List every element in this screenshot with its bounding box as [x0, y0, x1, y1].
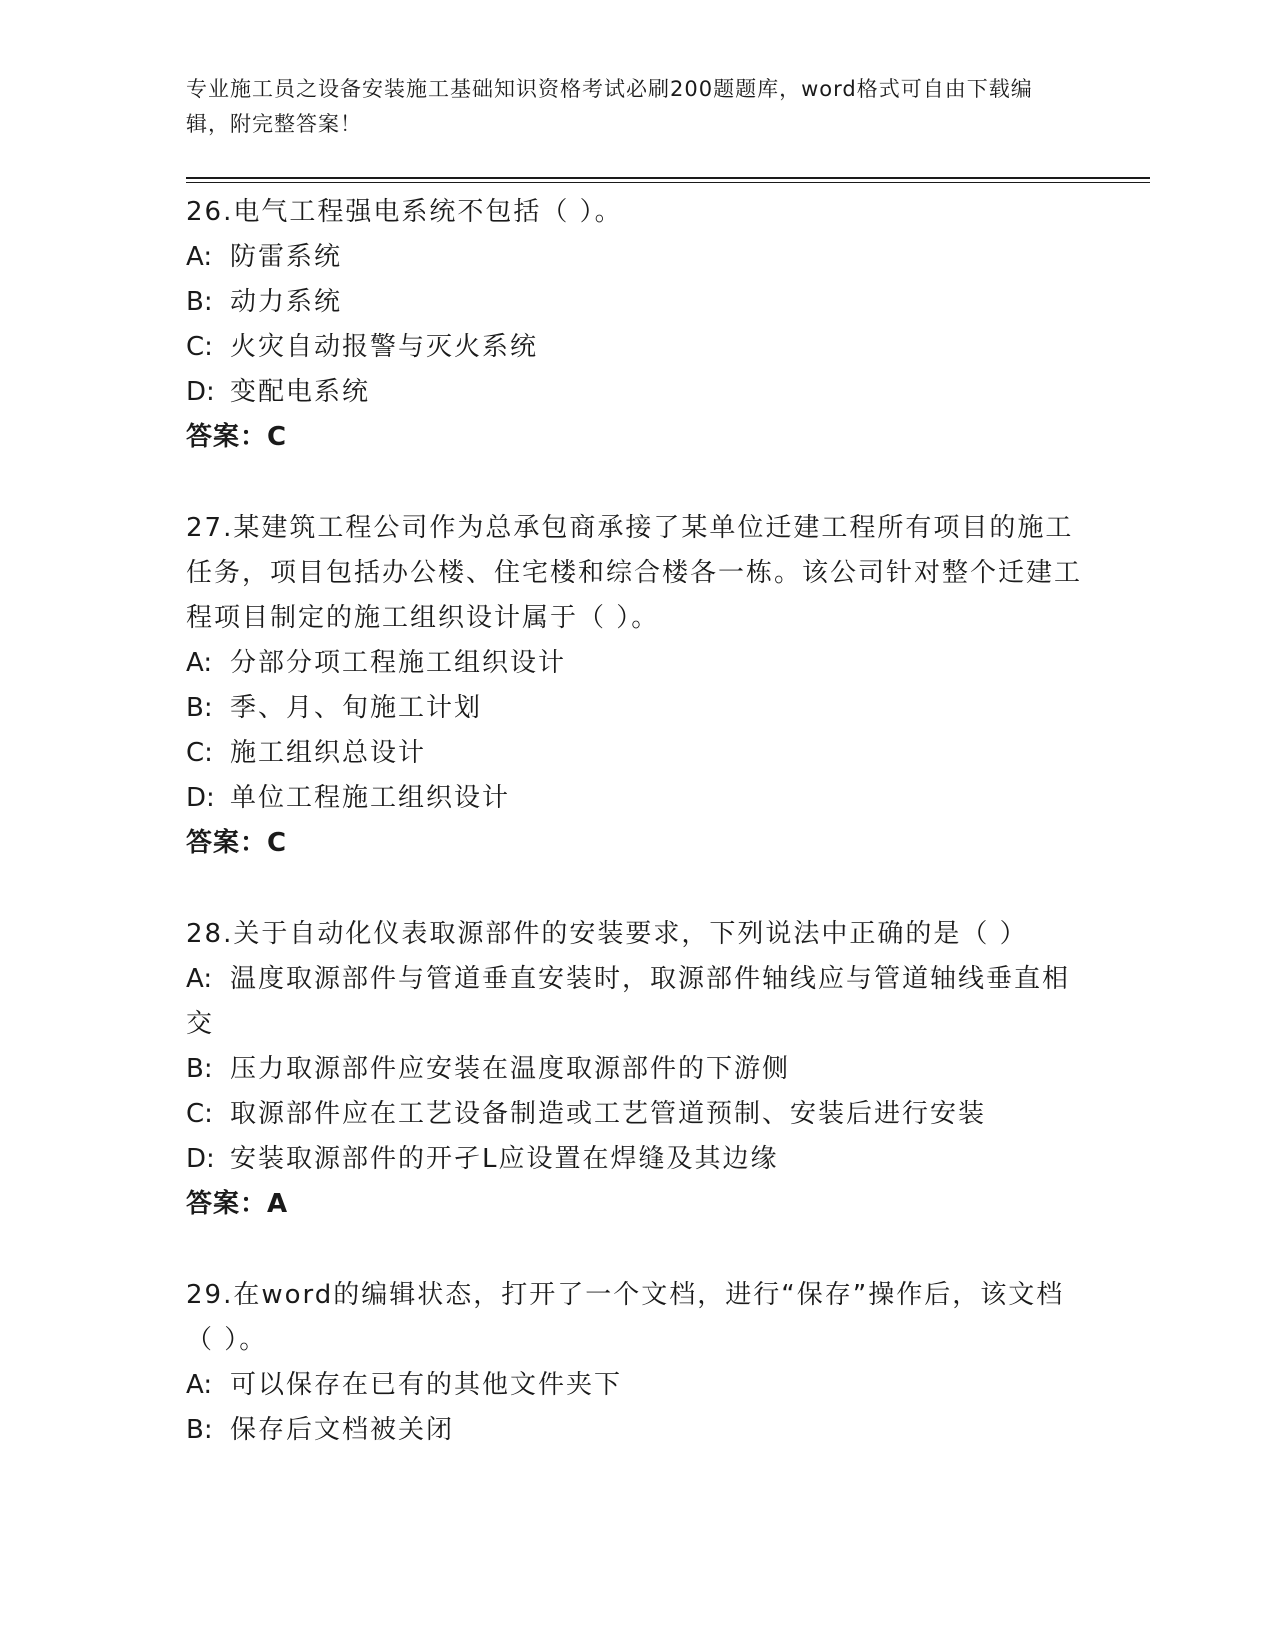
option-text: 压力取源部件应安装在温度取源部件的下游侧 [230, 1054, 791, 1084]
header-divider-top [186, 177, 1150, 179]
option-key: A: [186, 964, 213, 994]
option-d [186, 370, 1086, 415]
option-key: B: [186, 1415, 213, 1445]
question-26 [186, 190, 1086, 460]
option-text: 变配电系统 [230, 377, 371, 407]
option-c [186, 325, 1086, 370]
question-text: 27.某建筑工程公司作为总承包商承接了某单位迁建工程所有项目的施工任务，项目包括办公楼、住宅楼和综合楼各一栋。该公司针对整个迁建工程项目制定的施工组织设计属于（ ）。 [186, 513, 1083, 633]
question-text: 28.关于自动化仪表取源部件的安装要求，下列说法中正确的是（ ） [186, 919, 1028, 949]
option-key: C: [186, 738, 213, 768]
question-29 [186, 1273, 1086, 1453]
option-text: 可以保存在已有的其他文件夹下 [230, 1370, 623, 1400]
option-c [186, 1092, 1086, 1137]
option-key: B: [186, 693, 213, 723]
question-28 [186, 912, 1086, 1227]
option-text: 保存后文档被关闭 [230, 1415, 455, 1445]
option-d [186, 776, 1086, 821]
option-b [186, 686, 1086, 731]
option-key: B: [186, 1054, 213, 1084]
option-a [186, 957, 1086, 1047]
option-key: D: [186, 783, 215, 813]
answer-line: 答案：C [186, 828, 288, 858]
option-text: 单位工程施工组织设计 [230, 783, 511, 813]
option-c [186, 731, 1086, 776]
option-text: 取源部件应在工艺设备制造或工艺管道预制、安装后进行安装 [230, 1099, 987, 1129]
question-text: 26.电气工程强电系统不包括（ ）。 [186, 197, 623, 227]
header-divider-bottom [186, 182, 1150, 183]
option-text: 季、月、旬施工计划 [230, 693, 483, 723]
question-list [186, 190, 1086, 1499]
option-a [186, 641, 1086, 686]
answer-line: 答案：A [186, 1189, 289, 1219]
option-key: D: [186, 377, 215, 407]
option-a [186, 1363, 1086, 1408]
option-a [186, 235, 1086, 280]
option-b [186, 280, 1086, 325]
option-key: C: [186, 1099, 213, 1129]
option-text: 防雷系统 [230, 242, 343, 272]
option-text: 动力系统 [230, 287, 343, 317]
option-text: 安装取源部件的开孑L应设置在焊缝及其边缘 [230, 1144, 779, 1174]
option-key: D: [186, 1144, 215, 1174]
option-d [186, 1137, 1086, 1182]
option-b [186, 1408, 1086, 1453]
document-header: 专业施工员之设备安装施工基础知识资格考试必刷200题题库，word格式可自由下载编辑，附完整答案！ [186, 77, 1033, 136]
option-key: A: [186, 648, 213, 678]
option-key: C: [186, 332, 213, 362]
option-text: 分部分项工程施工组织设计 [230, 648, 567, 678]
question-27 [186, 506, 1086, 866]
option-text: 温度取源部件与管道垂直安装时，取源部件轴线应与管道轴线垂直相交 [186, 964, 1071, 1039]
option-text: 施工组织总设计 [230, 738, 427, 768]
option-key: A: [186, 242, 213, 272]
question-text: 29.在word的编辑状态，打开了一个文档，进行“保存”操作后，该文档（ ）。 [186, 1280, 1065, 1355]
option-key: B: [186, 287, 213, 317]
option-b [186, 1047, 1086, 1092]
answer-line: 答案：C [186, 422, 288, 452]
option-text: 火灾自动报警与灭火系统 [230, 332, 539, 362]
option-key: A: [186, 1370, 213, 1400]
